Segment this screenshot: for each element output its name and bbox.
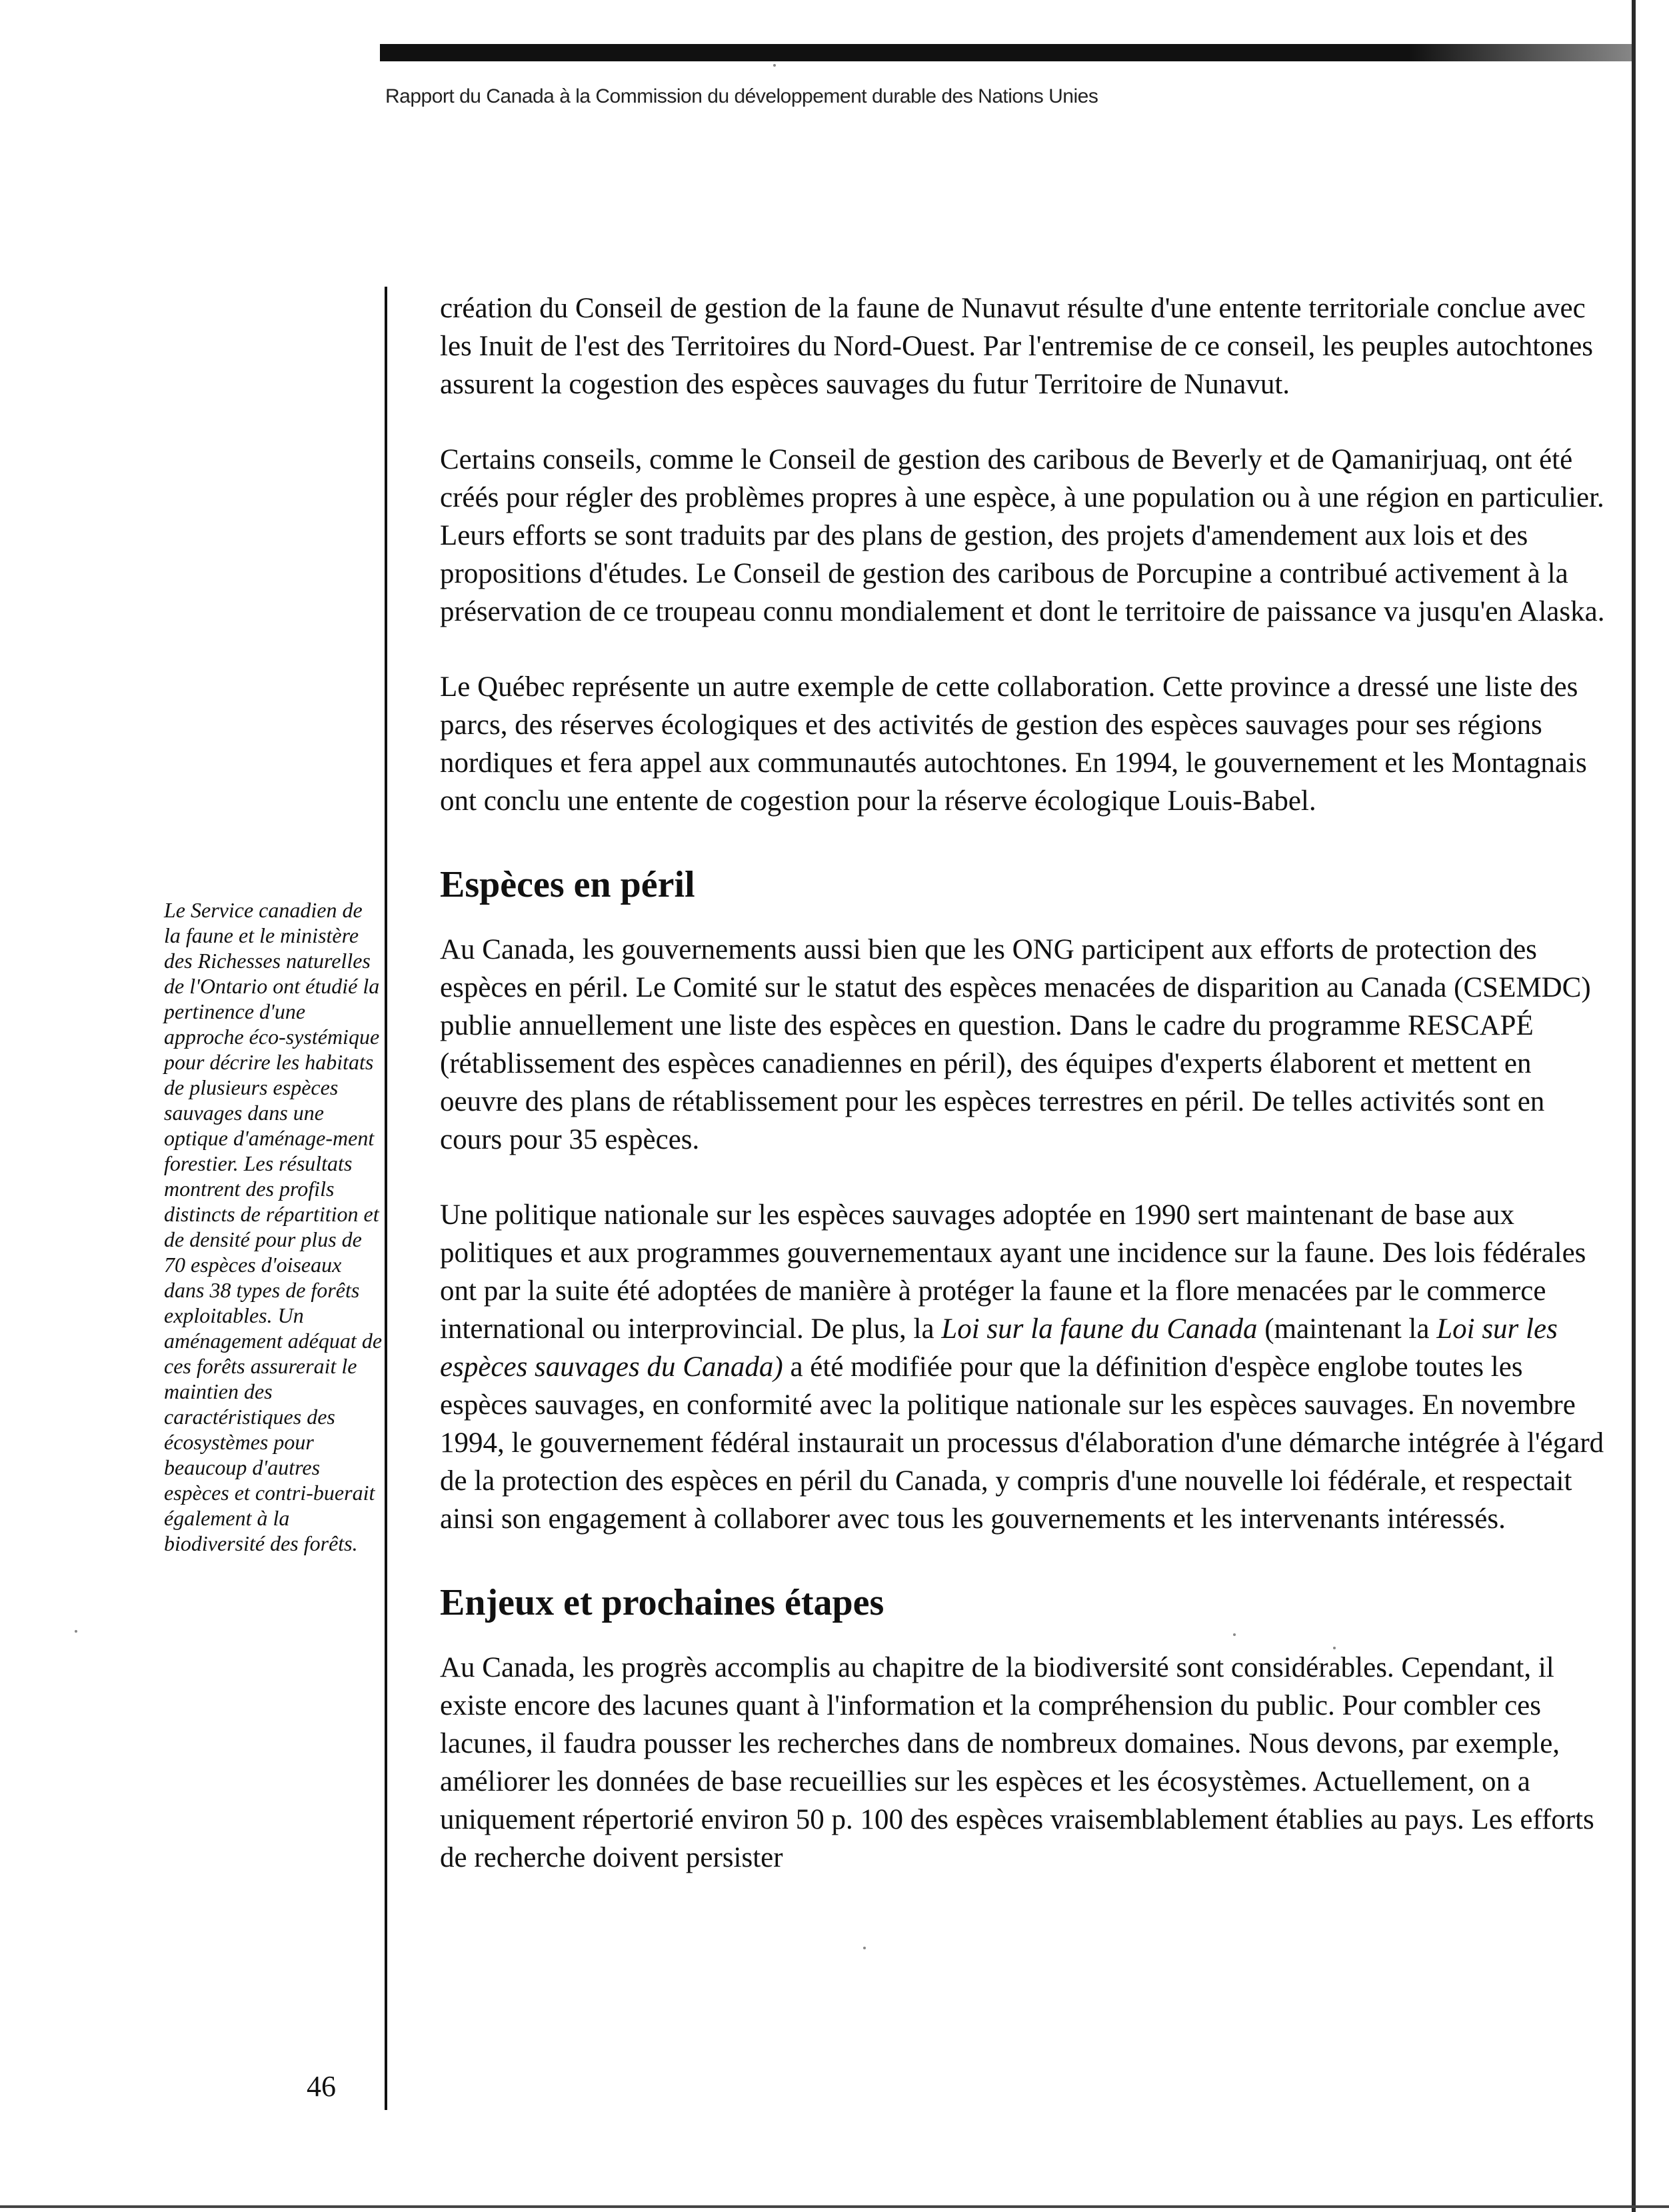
section-heading-enjeux: Enjeux et prochaines étapes [440, 1582, 884, 1623]
law-title-italic: Loi sur la faune du Canada [941, 1313, 1258, 1345]
paragraph-especes-en-peril: Au Canada, les gouvernements aussi bien que les ONG participent aux efforts de protection des espèces en péril. Le Comité sur le statut des espèces menacées de disparition au Canada (CSEMDC) publie annuellement une liste des espèces en question. Dans le cadre du programme RESCAPÉ (rétablissement des espèces canadiennes en péril), des équipes d'experts élaborent et mettent en oeuvre des plans de rétablissement pour les espèces terrestres en péril. De telles activités sont en cours pour 35 espèces. [440, 934, 1591, 1155]
text-segment: a été modifiée pour que la définition d'espèce englobe toutes les espèces sauvages, en conformité avec la politique nationale sur les espèces sauvages. En novembre 1994, le gouvernement fédéral instaurait un processus d'élaboration d'une démarche intégrée à l'égard de la protection des espèces en péril du Canada, y compris d'une nouvelle loi fédérale, et respectait ainsi son engagement à collaborer avec tous les gouvernements et les intervenants intéressés. [440, 1351, 1604, 1535]
scan-speck [1333, 1647, 1336, 1649]
text-segment: Une politique nationale sur les espèces sauvages adoptée en 1990 sert maintenant de base aux politiques et aux programmes gouvernementaux ayant une incidence sur la faune. Des lois fédérales ont par la suite été adoptées de manière à protéger la faune et la flore menacées par le commerce international ou interprovincial. De plus, la [440, 1199, 1586, 1345]
paragraph-politique-nationale [440, 1196, 1613, 1538]
page-number: 46 [307, 2070, 336, 2103]
sidebar-note: Le Service canadien de la faune et le ministère des Richesses naturelles de l'Ontario ont étudié la pertinence d'une approche éco-systémique pour décrire les habitats de plusieurs espèces sauvages dans une optique d'aménage-ment forestier. Les résultats montrent des profils distincts de répartition et de densité pour plus de 70 espèces d'oiseaux dans 38 types de forêts exploitables. Un aménagement adéquat de ces forêts assurerait le maintien des caractéristiques des écosystèmes pour beaucoup d'autres espèces et contri-buerait également à la biodiversité des forêts. [164, 898, 383, 1555]
paragraph-quebec: Le Québec représente un autre exemple de cette collaboration. Cette province a dressé une liste des parcs, des réserves écologiques et des activités de gestion des espèces sauvages pour ses régions nordiques et fera appel aux communautés autochtones. En 1994, le gouvernement et les Montagnais ont conclu une entente de cogestion pour la réserve écologique Louis-Babel. [440, 671, 1587, 817]
page-edge [1632, 0, 1636, 2212]
column-divider [385, 287, 387, 2110]
text-segment: (maintenant la [1257, 1313, 1437, 1345]
scan-speck [773, 64, 776, 67]
header-rule [380, 44, 1636, 61]
main-column [440, 289, 1613, 1914]
running-header: Rapport du Canada à la Commission du développement durable des Nations Unies [385, 85, 1098, 107]
scan-speck [75, 1630, 77, 1633]
scan-speck [1233, 1633, 1236, 1636]
scan-speck [863, 1947, 866, 1949]
section-heading-especes-en-peril: Espèces en péril [440, 864, 695, 905]
law-title-italic: Loi sur les espèces sauvages du Canada) [440, 1313, 1558, 1383]
paragraph-caribou: Certains conseils, comme le Conseil de gestion des caribous de Beverly et de Qamanirjuaq, ont été créés pour régler des problèmes propres à une espèce, à une population ou à une région en particulier. Leurs efforts se sont traduits par des plans de gestion, des projets d'amendement aux lois et des propositions d'études. Le Conseil de gestion des caribous de Porcupine a contribué activement à la préservation de ce troupeau connu mondialement et dont le territoire de paissance va jusqu'en Alaska. [440, 444, 1605, 627]
paragraph-enjeux: Au Canada, les progrès accomplis au chapitre de la biodiversité sont considérables. Cependant, il existe encore des lacunes quant à l'information et la compréhension du public. Pour combler ces lacunes, il faudra pousser les recherches dans de nombreux domaines. Nous devons, par exemple, améliorer les données de base recueillies sur les espèces et les écosystèmes. Actuellement, on a uniquement répertorié environ 50 p. 100 des espèces vraisemblablement établies au pays. Les efforts de recherche doivent persister [440, 1652, 1594, 1873]
scan-bottom-edge [0, 2205, 1669, 2208]
paragraph-nunavut: création du Conseil de gestion de la faune de Nunavut résulte d'une entente territoriale conclue avec les Inuit de l'est des Territoires du Nord-Ouest. Par l'entremise de ce conseil, les peuples autochtones assurent la cogestion des espèces sauvages du futur Territoire de Nunavut. [440, 293, 1594, 400]
